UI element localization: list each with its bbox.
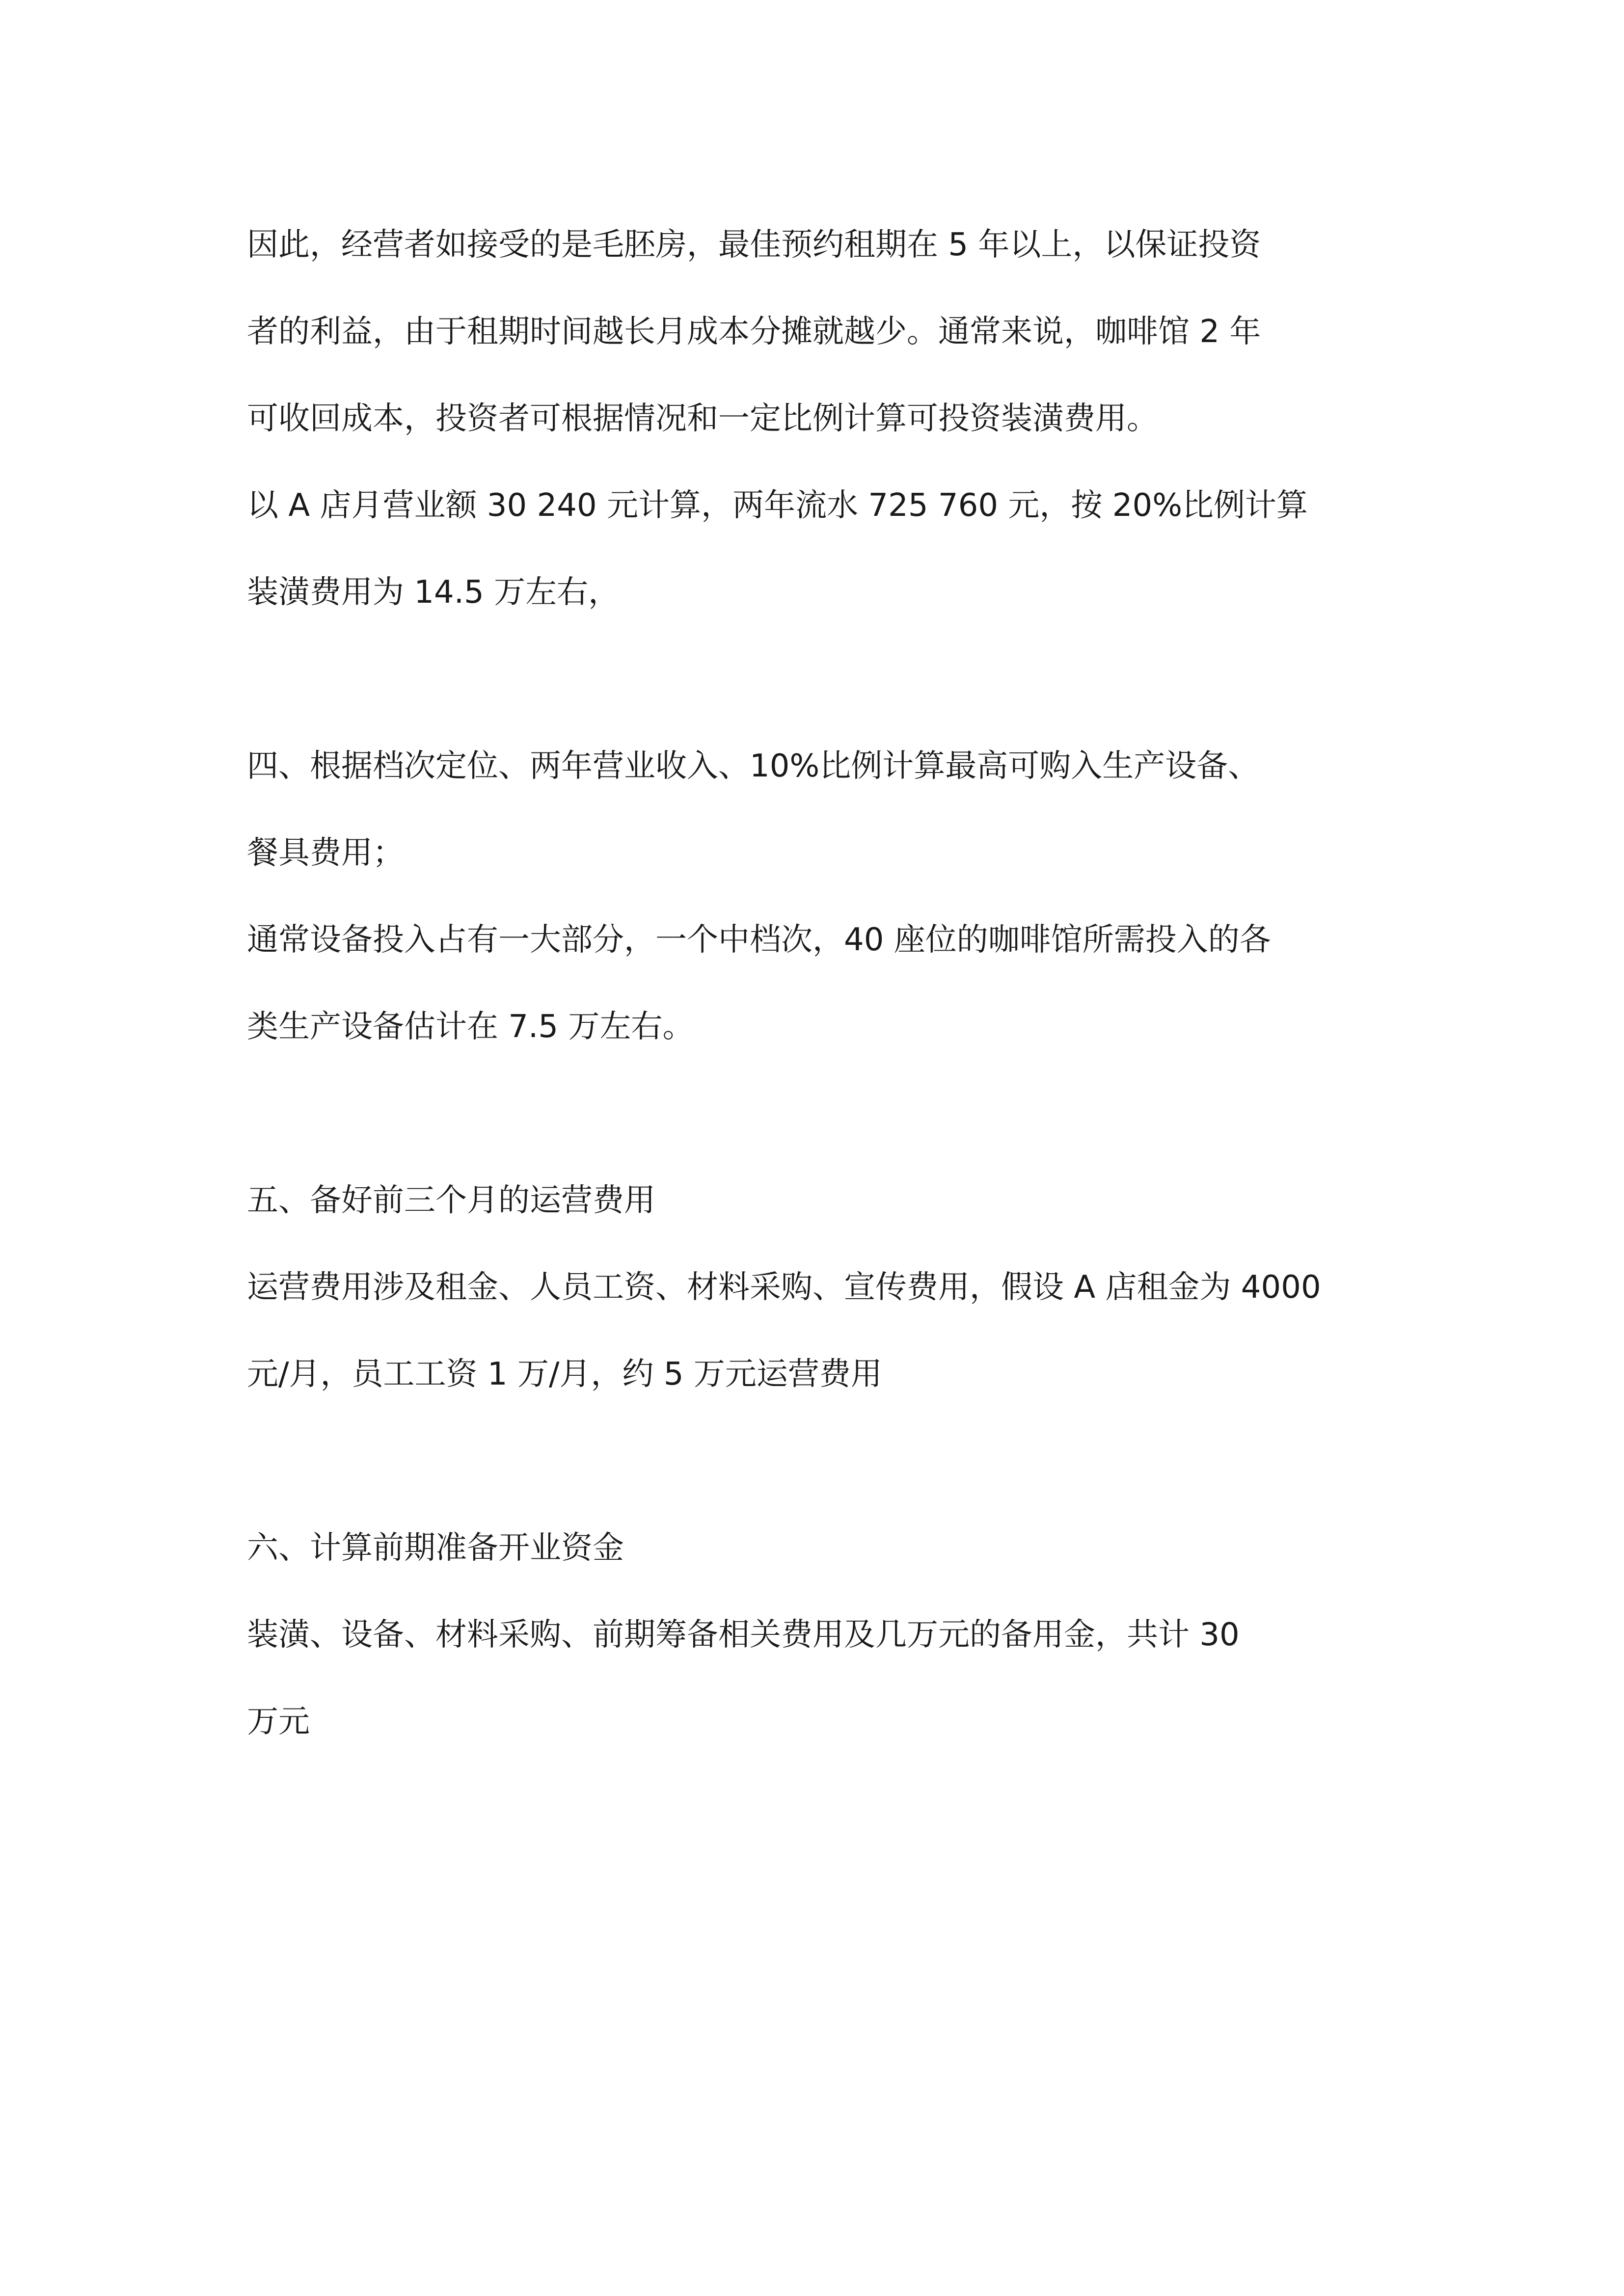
section-heading: 六、计算前期准备开业资金 [247,1530,624,1566]
paragraph-line: 以 A 店月营业额 30 240 元计算，两年流水 725 760 元，按 20%比例计算 [247,487,1308,524]
paragraph-line: 运营费用涉及租金、人员工资、材料采购、宣传费用，假设 A 店租金为 4000 [247,1269,1321,1306]
paragraph-line: 万元 [247,1704,310,1740]
paragraph-line: 通常设备投入占有一大部分，一个中档次，40 座位的咖啡馆所需投入的各 [247,922,1271,958]
paragraph-line: 装潢费用为 14.5 万左右， [247,574,620,611]
section-heading: 五、备好前三个月的运营费用 [247,1182,655,1219]
paragraph-line: 元/月，员工工资 1 万/月，约 5 万元运营费用 [247,1356,882,1392]
paragraph-line: 可收回成本，投资者可根据情况和一定比例计算可投资装潢费用。 [247,400,1158,437]
section-heading: 餐具费用； [247,835,404,871]
paragraph-line: 者的利益，由于租期时间越长月成本分摊就越少。通常来说，咖啡馆 2 年 [247,314,1261,350]
paragraph-line: 因此，经营者如接受的是毛胚房，最佳预约租期在 5 年以上，以保证投资 [247,227,1261,263]
paragraph-line: 装潢、设备、材料采购、前期筹备相关费用及几万元的备用金，共计 30 [247,1617,1240,1653]
section-heading: 四、根据档次定位、两年营业收入、10%比例计算最高可购入生产设备、 [247,748,1260,784]
paragraph-line: 类生产设备估计在 7.5 万左右。 [247,1009,694,1045]
